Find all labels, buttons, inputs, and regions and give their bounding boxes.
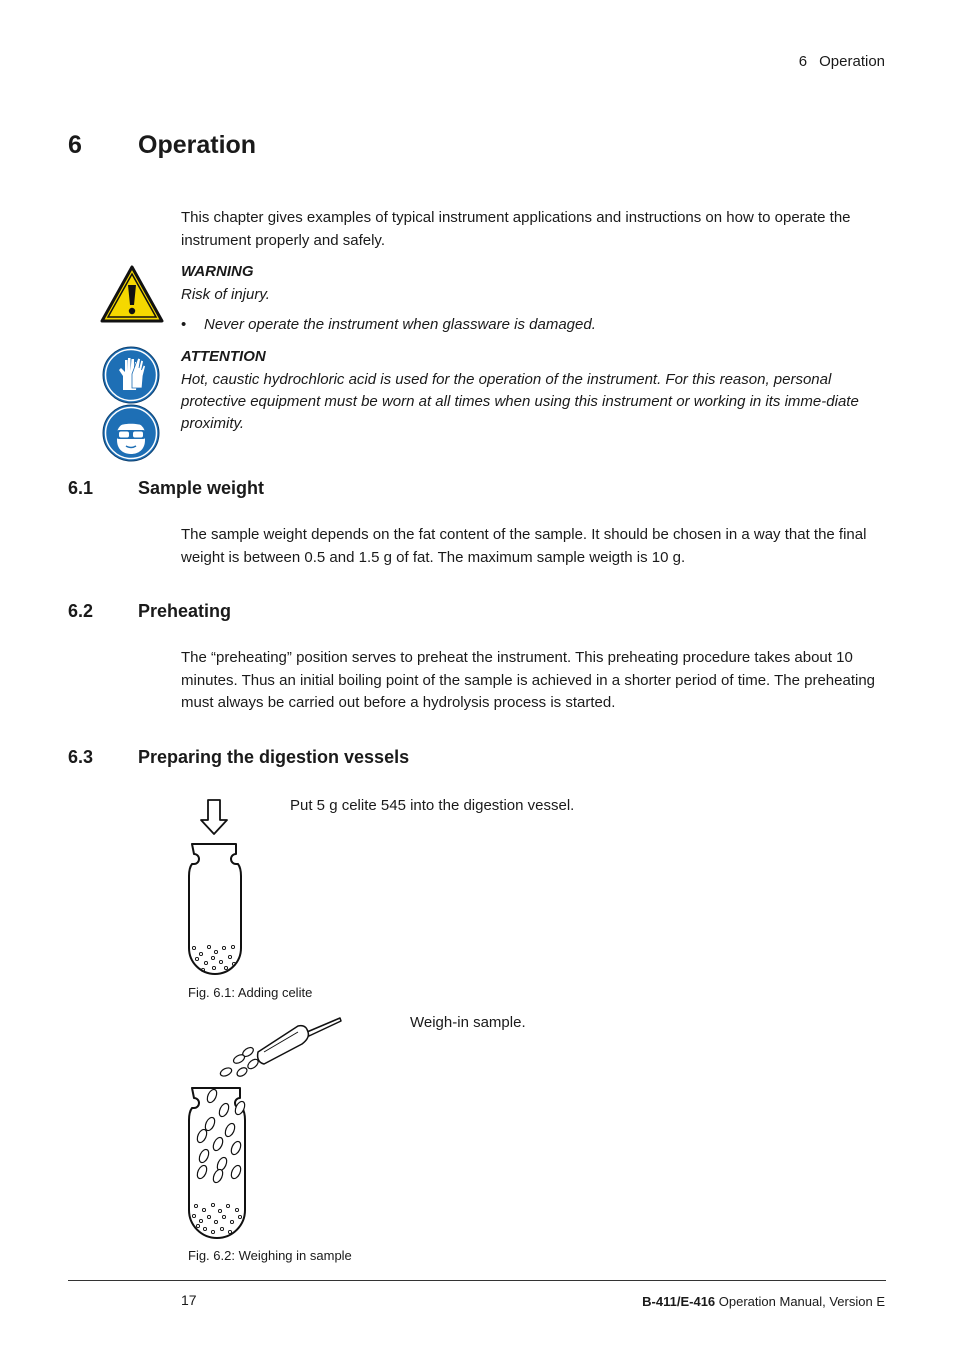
figure-6-2-caption: Fig. 6.2: Weighing in sample: [188, 1248, 352, 1263]
section-6-1-title: [68, 478, 264, 499]
footer-doc: Operation Manual, Version E: [715, 1294, 885, 1309]
section-name: Sample weight: [138, 478, 265, 498]
footer-model: B-411/E-416: [642, 1294, 716, 1309]
section-number: 6.3: [68, 747, 94, 767]
running-head: [799, 53, 885, 70]
running-head-chapter-num: 6: [798, 53, 808, 70]
protective-gloves-icon: [102, 346, 160, 404]
section-name: Preparing the digestion vessels: [138, 747, 410, 767]
section-6-2-title: [68, 601, 231, 622]
section-number: 6.2: [68, 601, 94, 621]
attention-heading: ATTENTION: [181, 348, 266, 365]
figure-6-1-caption: Fig. 6.1: Adding celite: [188, 985, 313, 1000]
weighing-sample-illustration: [180, 1012, 350, 1244]
figure-6-2-instruction: Weigh-in sample.: [410, 1014, 526, 1031]
intro-paragraph: This chapter gives examples of typical instrument applications and instructions on how to operate the instrument properly and safely.: [181, 209, 851, 249]
section-6-1-text: The sample weight depends on the fat content of the sample. It should be chosen in a way that the final weight is between 0.5 and 1.5 g of fat. The maximum sample weigth is 10 g.: [181, 526, 867, 566]
adding-celite-illustration: [180, 796, 250, 978]
warning-triangle-icon: [100, 265, 164, 323]
chapter-title: [68, 131, 256, 160]
safety-goggles-icon: [102, 404, 160, 462]
attention-text: Hot, caustic hydrochloric acid is used for the operation of the instrument. For this reason, personal protective equipment must be worn at all times when using this instrument or working in its imme-diate proximity.: [181, 371, 859, 432]
section-name: Preheating: [138, 601, 232, 621]
section-number: 6.1: [68, 478, 94, 498]
footer-document-title: [642, 1294, 885, 1309]
warning-bullet: • Never operate the instrument when glassware is damaged.: [181, 316, 596, 333]
chapter-number: 6: [68, 131, 82, 159]
figure-6-1-instruction: Put 5 g celite 545 into the digestion vessel.: [290, 797, 575, 814]
warning-text: Risk of injury.: [181, 286, 270, 303]
warning-heading: WARNING: [181, 263, 254, 280]
section-6-3-title: [68, 747, 409, 768]
running-head-chapter-name: Operation: [819, 53, 885, 70]
section-6-2-text: The “preheating” position serves to preheat the instrument. This preheating procedure takes about 10 minutes. Thus an initial boiling point of the sample is achieved in a shorter period of time. The preheating must always be carried out before a hydrolysis process is started.: [181, 649, 876, 711]
footer-rule: [68, 1280, 886, 1281]
chapter-name: Operation: [138, 131, 257, 159]
warning-bullet-text: Never operate the instrument when glassware is damaged.: [204, 316, 596, 333]
page-number: 17: [181, 1292, 197, 1308]
